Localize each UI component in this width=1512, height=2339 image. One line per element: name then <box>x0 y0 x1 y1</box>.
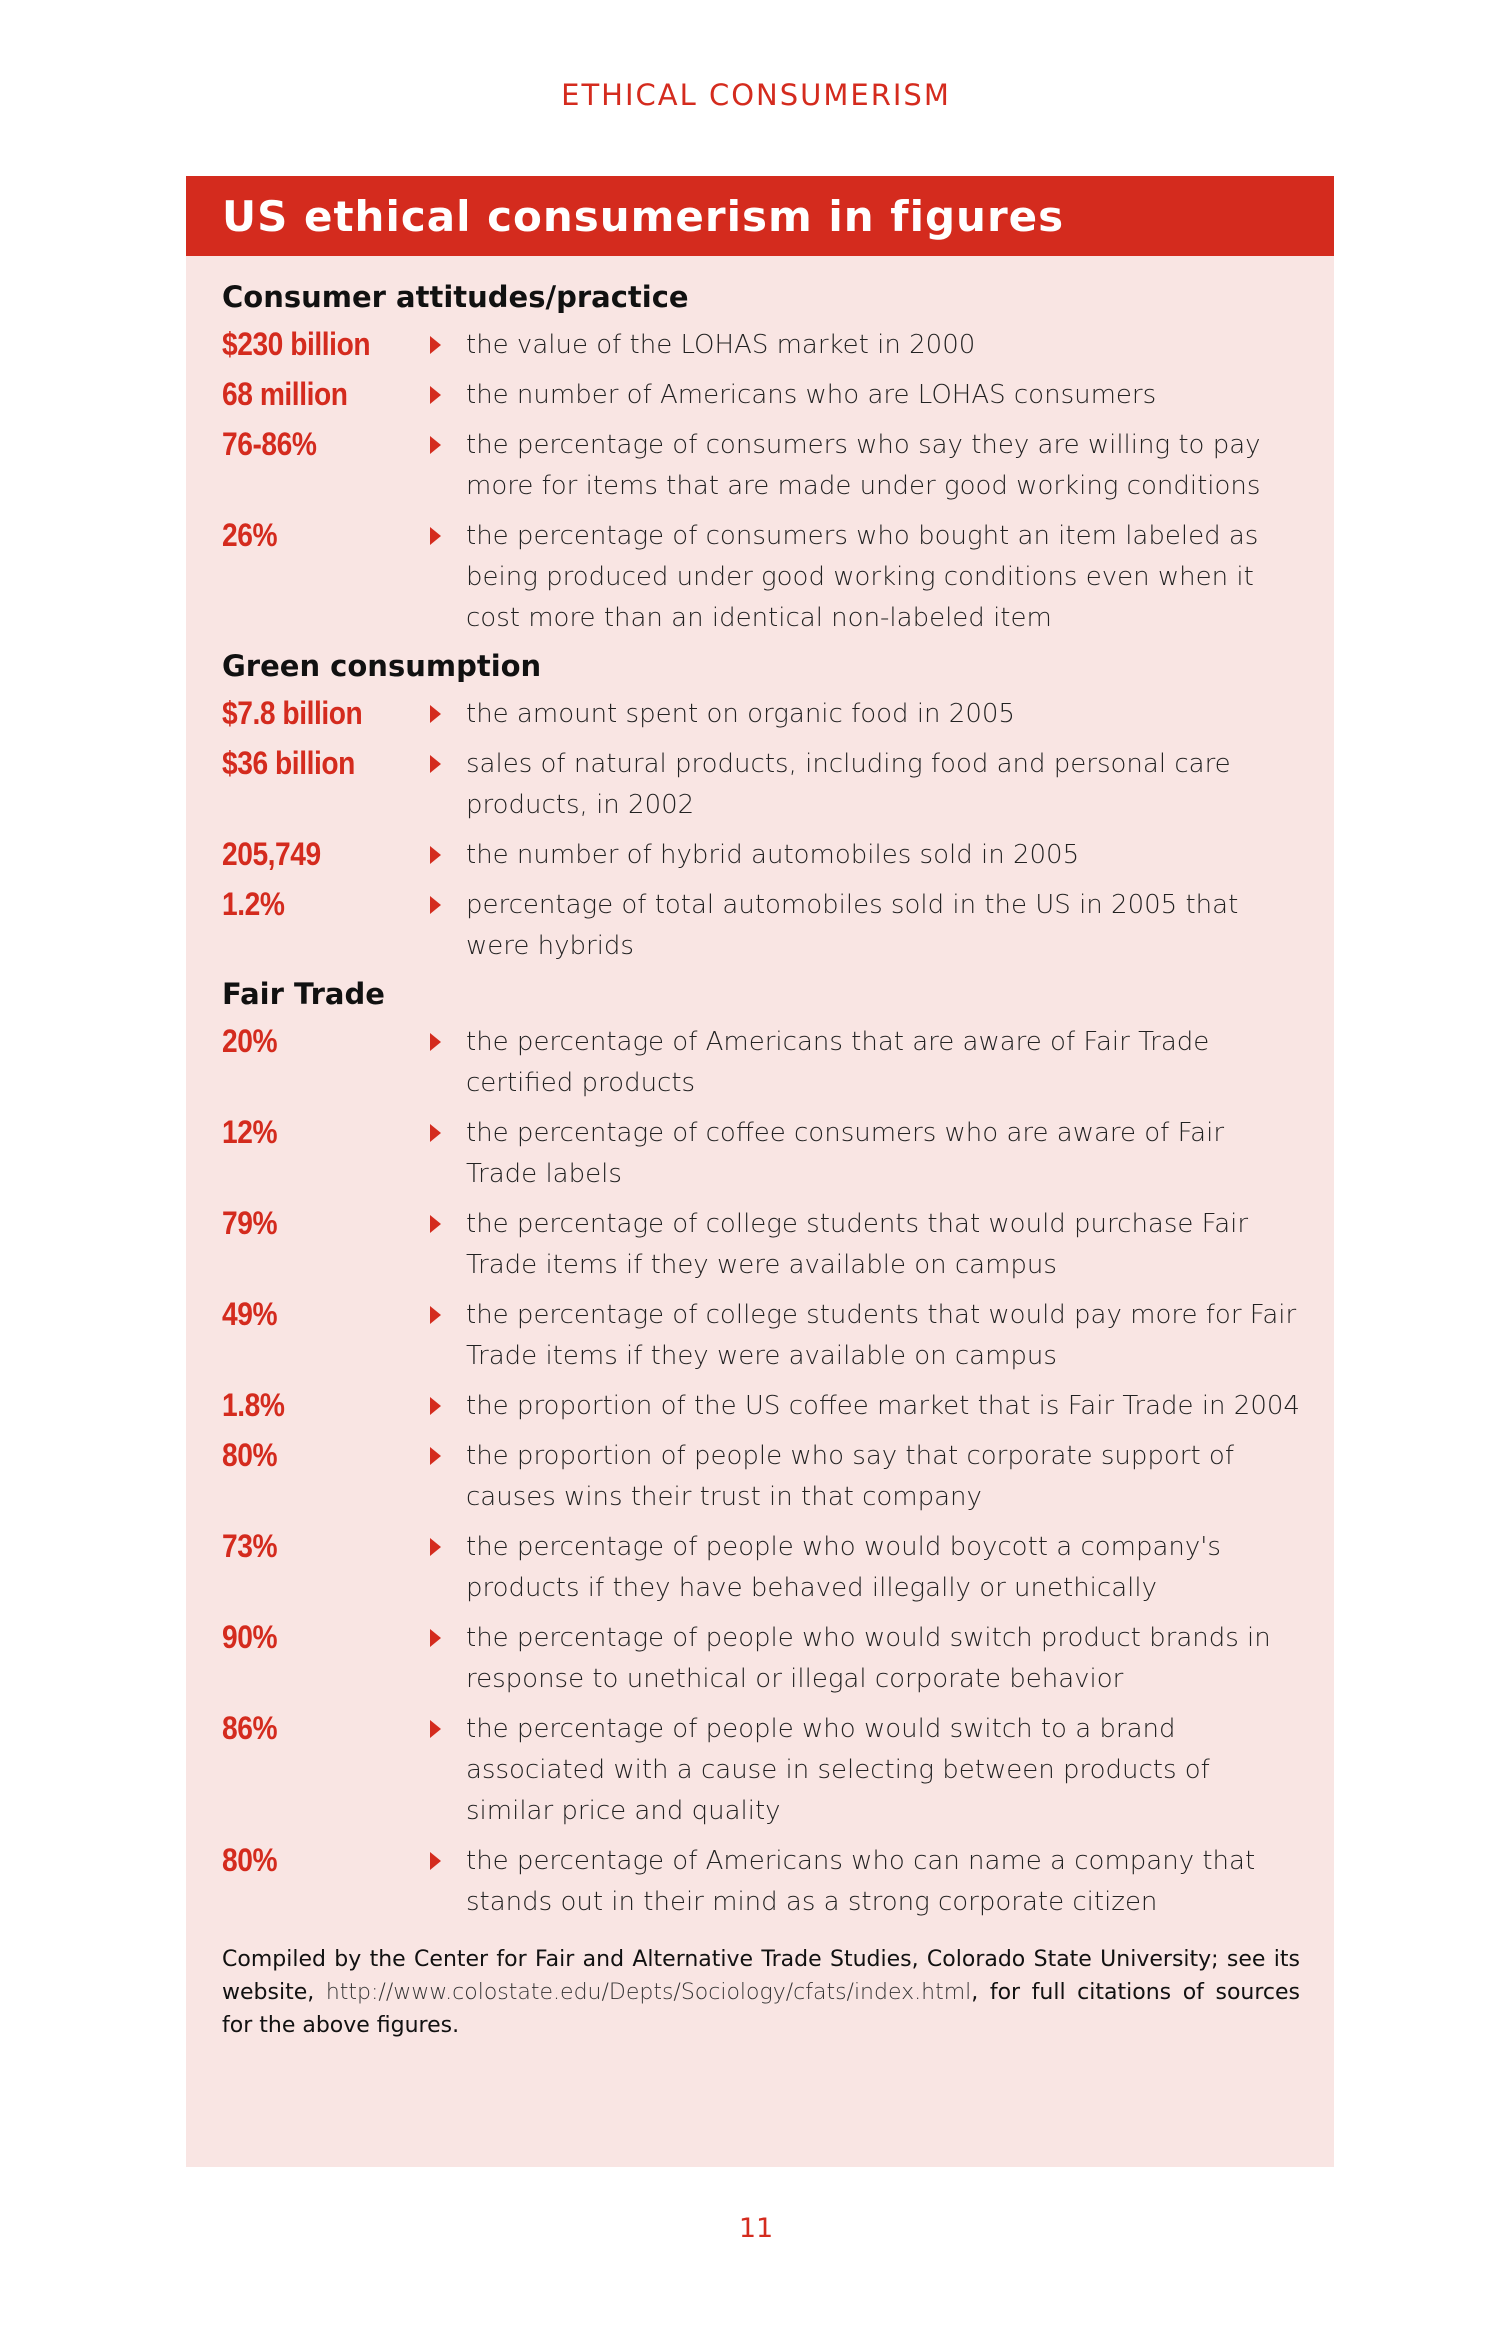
stat-row <box>222 1112 1300 1195</box>
stat-description: sales of natural products, including food and personal care products, in 2002 <box>466 749 1231 820</box>
stat-value: 26% <box>222 517 278 553</box>
stat-description: the percentage of people who would boycott a company's products if they have behaved illegally or unethically <box>466 1532 1221 1603</box>
stat-description: the percentage of coffee consumers who are aware of Fair Trade labels <box>466 1118 1225 1189</box>
stat-value: 20% <box>222 1023 278 1059</box>
triangle-bullet-icon <box>420 1112 466 1152</box>
stat-value: 68 million <box>222 376 348 412</box>
running-head: ETHICAL CONSUMERISM <box>561 78 951 112</box>
box-title: US ethical consumerism in figures <box>222 191 1065 241</box>
stat-value: 80% <box>222 1842 278 1878</box>
triangle-bullet-icon <box>420 324 466 364</box>
stat-row <box>222 424 1300 507</box>
triangle-bullet-icon <box>420 374 466 414</box>
section-heading: Fair Trade <box>222 977 385 1011</box>
box-header <box>186 176 1334 256</box>
stat-row <box>222 1526 1300 1609</box>
stat-description: the percentage of people who would switch to a brand associated with a cause in selecting between products of similar price and quality <box>466 1714 1210 1826</box>
stat-value: 76-86% <box>222 426 317 462</box>
stat-row <box>222 1385 1300 1427</box>
triangle-bullet-icon <box>420 1840 466 1880</box>
triangle-bullet-icon <box>420 1708 466 1748</box>
stat-value: 80% <box>222 1437 278 1473</box>
stat-description: the percentage of consumers who say they are willing to pay more for items that are made under good working conditions <box>466 430 1261 501</box>
stat-row <box>222 884 1300 967</box>
stat-description: the percentage of Americans who can name a company that stands out in their mind as a strong corporate citizen <box>466 1846 1256 1917</box>
triangle-bullet-icon <box>420 1203 466 1243</box>
stat-description: the proportion of people who say that corporate support of causes wins their trust in that company <box>466 1441 1234 1512</box>
stat-value: $230 billion <box>222 326 371 362</box>
stat-row <box>222 1435 1300 1518</box>
stat-row <box>222 834 1300 876</box>
stat-row <box>222 324 1300 366</box>
stat-description: the percentage of consumers who bought an item labeled as being produced under good working conditions even when it cost more than an identical non-labeled item <box>466 521 1259 633</box>
triangle-bullet-icon <box>420 1385 466 1425</box>
stat-description: the number of Americans who are LOHAS consumers <box>466 380 1157 410</box>
triangle-bullet-icon <box>420 693 466 733</box>
stat-value: 49% <box>222 1296 278 1332</box>
source-footnote <box>222 1943 1300 2042</box>
stat-value: 86% <box>222 1710 278 1746</box>
stat-row <box>222 1617 1300 1700</box>
stat-row <box>222 743 1300 826</box>
triangle-bullet-icon <box>420 1021 466 1061</box>
source-url-link[interactable]: http://www.colostate.edu/Depts/Sociology/cfats/index.html <box>325 1980 972 2005</box>
footnote-text-after: , for full citations of sources for the above figures. <box>222 1980 1301 2038</box>
stat-row <box>222 515 1300 639</box>
stat-description: the value of the LOHAS market in 2000 <box>466 330 976 360</box>
stat-description: percentage of total automobiles sold in the US in 2005 that were hybrids <box>466 890 1239 961</box>
triangle-bullet-icon <box>420 515 466 555</box>
stat-row <box>222 693 1300 735</box>
triangle-bullet-icon <box>420 1617 466 1657</box>
stat-description: the percentage of people who would switch product brands in response to unethical or illegal corporate behavior <box>466 1623 1271 1694</box>
triangle-bullet-icon <box>420 884 466 924</box>
stat-description: the number of hybrid automobiles sold in 2005 <box>466 840 1080 870</box>
stat-row <box>222 1708 1300 1832</box>
triangle-bullet-icon <box>420 834 466 874</box>
footnote-text-before: Compiled by the Center for Fair and Alternative Trade Studies, Colorado State University; see its website, <box>222 1947 1300 2005</box>
triangle-bullet-icon <box>420 1294 466 1334</box>
stat-row <box>222 1840 1300 1923</box>
box-content <box>186 256 1334 2042</box>
section-heading: Green consumption <box>222 649 542 683</box>
stat-value: 205,749 <box>222 836 321 872</box>
page-number: 11 <box>738 2213 774 2244</box>
stat-value: 90% <box>222 1619 278 1655</box>
stat-value: 1.8% <box>222 1387 285 1423</box>
stat-row <box>222 374 1300 416</box>
stat-value: 12% <box>222 1114 278 1150</box>
stat-description: the percentage of college students that would pay more for Fair Trade items if they were available on campus <box>466 1300 1297 1371</box>
triangle-bullet-icon <box>420 743 466 783</box>
stat-value: 1.2% <box>222 886 285 922</box>
sections-container <box>222 280 1300 1923</box>
stat-description: the proportion of the US coffee market that is Fair Trade in 2004 <box>466 1391 1300 1421</box>
figures-box <box>186 176 1334 2167</box>
section-heading: Consumer attitudes/practice <box>222 280 689 314</box>
stat-description: the percentage of college students that would purchase Fair Trade items if they were available on campus <box>466 1209 1249 1280</box>
stat-row <box>222 1021 1300 1104</box>
stat-row <box>222 1294 1300 1377</box>
stat-value: 79% <box>222 1205 278 1241</box>
triangle-bullet-icon <box>420 1526 466 1566</box>
stat-value: 73% <box>222 1528 278 1564</box>
stat-value: $7.8 billion <box>222 695 363 731</box>
stat-row <box>222 1203 1300 1286</box>
stat-value: $36 billion <box>222 745 355 781</box>
stat-description: the amount spent on organic food in 2005 <box>466 699 1015 729</box>
triangle-bullet-icon <box>420 424 466 464</box>
stat-description: the percentage of Americans that are aware of Fair Trade certified products <box>466 1027 1210 1098</box>
triangle-bullet-icon <box>420 1435 466 1475</box>
